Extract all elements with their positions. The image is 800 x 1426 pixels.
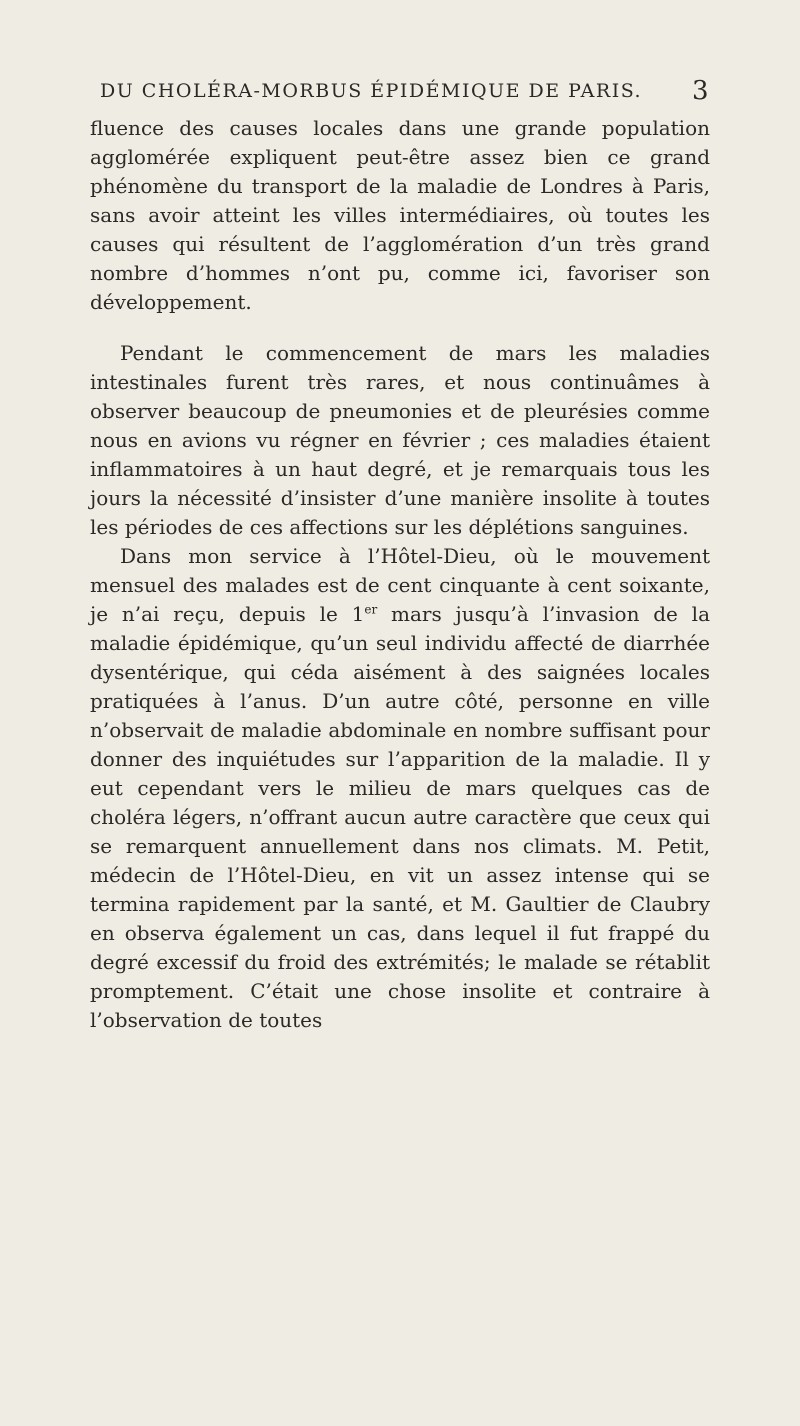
paragraph-3: [90, 542, 710, 1035]
running-title: DU CHOLÉRA-MORBUS ÉPIDÉMIQUE DE PARIS.: [100, 80, 643, 102]
paragraph-3-part-b: mars jusqu’à l’invasion de la maladie épidémique, qu’un seul individu affecté de diarrhée dysentérique, qui céda aisément à des saignées locales pratiquées à l’anus. D’un autre côté, personne en ville n’observait de maladie abdominale en nombre suffisant pour donner des inquiétudes sur l’apparition de la maladie. Il y eut cependant vers le milieu de mars quelques cas de choléra légers, n’offrant aucun autre caractère que ceux qui se remarquent annuellement dans nos climats. M. Petit, médecin de l’Hôtel-Dieu, en vit un assez intense qui se termina rapidement par la santé, et M. Gaultier de Claubry en observa également un cas, dans lequel il fut frappé du degré excessif du froid des extrémités; le malade se rétablit promptement. C’était une chose insolite et contraire à l’observation de toutes: [90, 602, 710, 1032]
page-number: 3: [691, 76, 710, 106]
paragraph-1: fluence des causes locales dans une grande population agglomérée expliquent peut-être assez bien ce grand phénomène du transport de la maladie de Londres à Paris, sans avoir atteint les villes intermédiaires, où toutes les causes qui résultent de l’agglomération d’un très grand nombre d’hommes n’ont pu, comme ici, favoriser son développement.: [90, 116, 710, 314]
running-header: [100, 76, 710, 106]
ordinal-superscript: er: [364, 602, 378, 617]
paragraph-3-part-a: Dans mon service à l’Hôtel-Dieu, où le mouvement mensuel des malades est de cent cinquante à cent soixante, je n’ai reçu, depuis le 1: [90, 544, 710, 626]
body-text: [90, 114, 710, 1035]
paragraph-2: Pendant le commencement de mars les maladies intestinales furent très rares, et nous continuâmes à observer beaucoup de pneumonies et de pleurésies comme nous en avions vu régner en février ; ces maladies étaient inflammatoires à un haut degré, et je remarquais tous les jours la nécessité d’insister d’une manière insolite à toutes les périodes de ces affections sur les déplétions sanguines.: [90, 341, 710, 539]
